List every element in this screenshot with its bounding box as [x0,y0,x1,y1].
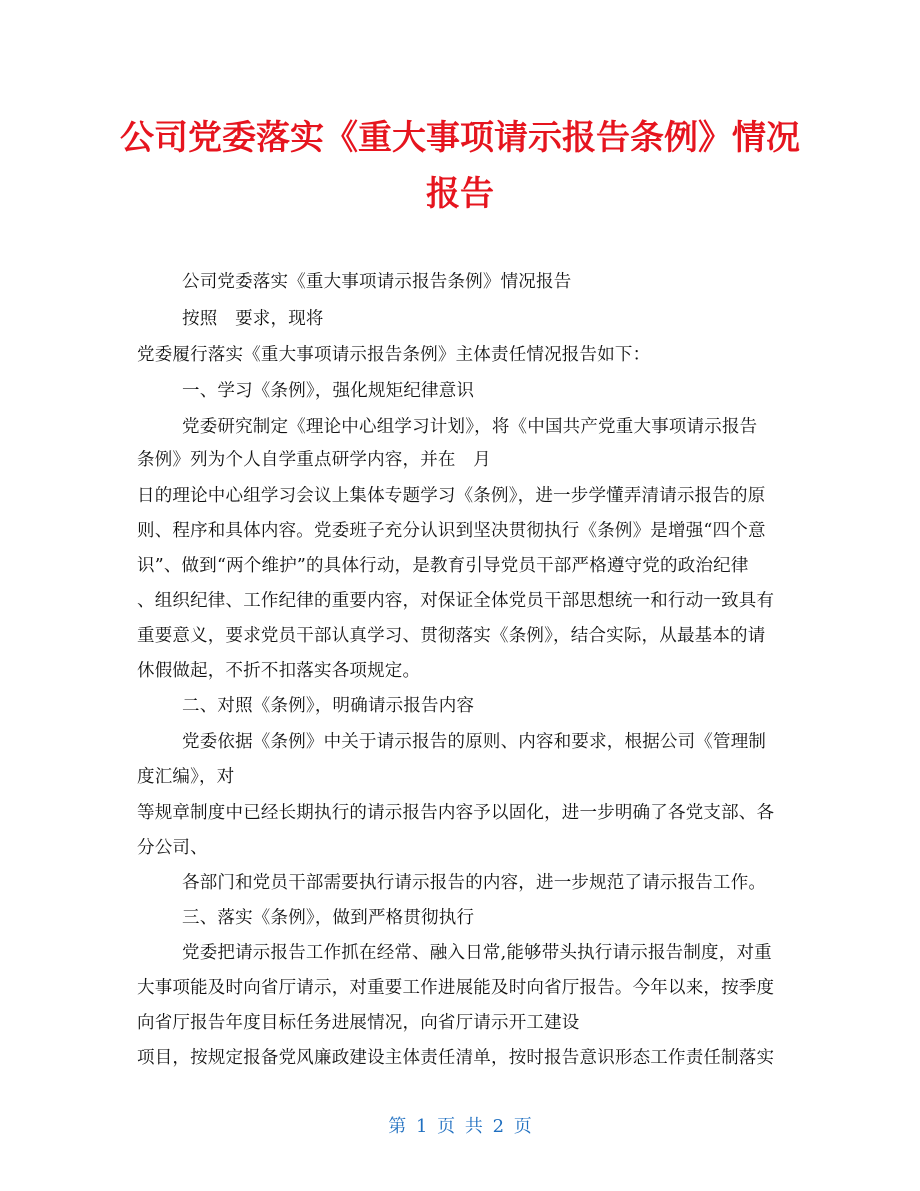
body-line: 党委依据《条例》中关于请示报告的原则、内容和要求，根据公司《管理制 [182,732,767,752]
body-line: 度汇编》，对 [137,767,235,787]
page-number-footer: 第 1 页 共 2 页 [388,1116,532,1137]
body-line: 条例》列为个人自学重点研学内容，并在 月 [137,450,491,470]
document-title-line-2: 报告 [426,174,494,214]
body-line: 、组织纪律、工作纪律的重要内容，对保证全体党员干部思想统一和行动一致具有 [137,591,775,611]
body-line: 日的理论中心组学习会议上集体专题学习《条例》，进一步学懂弄清请示报告的原 [137,486,766,506]
body-line: 识”、做到“两个维护”的具体行动，是教育引导党员干部严格遵守党的政治纪律 [137,556,749,576]
body-line: 公司党委落实《重大事项请示报告条例》情况报告 [182,272,572,292]
body-line: 则、程序和具体内容。党委班子充分认识到坚决贯彻执行《条例》是增强“四个意 [137,521,766,541]
body-line: 党委把请示报告工作抓在经常、融入日常,能够带头执行请示报告制度，对重 [182,943,772,963]
body-line: 休假做起，不折不扣落实各项规定。 [137,661,421,681]
body-line: 项目，按规定报备党风廉政建设主体责任清单，按时报告意识形态工作责任制落实 [137,1048,775,1068]
body-line: 分公司、 [137,838,208,858]
body-line: 党委履行落实《重大事项请示报告条例》主体责任情况报告如下： [137,345,651,365]
body-line: 各部门和党员干部需要执行请示报告的内容，进一步规范了请示报告工作。 [182,873,767,893]
document-title-line-1: 公司党委落实《重大事项请示报告条例》情况 [120,118,800,158]
section-heading: 一、学习《条例》，强化规矩纪律意识 [182,381,475,401]
body-line: 等规章制度中已经长期执行的请示报告内容予以固化，进一步明确了各党支部、各 [137,803,775,823]
body-line: 党委研究制定《理论中心组学习计划》，将《中国共产党重大事项请示报告 [182,417,758,437]
body-line: 按照 要求，现将 [182,309,324,329]
section-heading: 三、落实《条例》，做到严格贯彻执行 [182,908,475,928]
section-heading: 二、对照《条例》，明确请示报告内容 [182,696,475,716]
body-line: 大事项能及时向省厅请示，对重要工作进展能及时向省厅报告。今年以来，按季度 [137,978,775,998]
body-line: 重要意义，要求党员干部认真学习、贯彻落实《条例》，结合实际，从最基本的请 [137,626,766,646]
body-line: 向省厅报告年度目标任务进展情况，向省厅请示开工建设 [137,1013,580,1033]
